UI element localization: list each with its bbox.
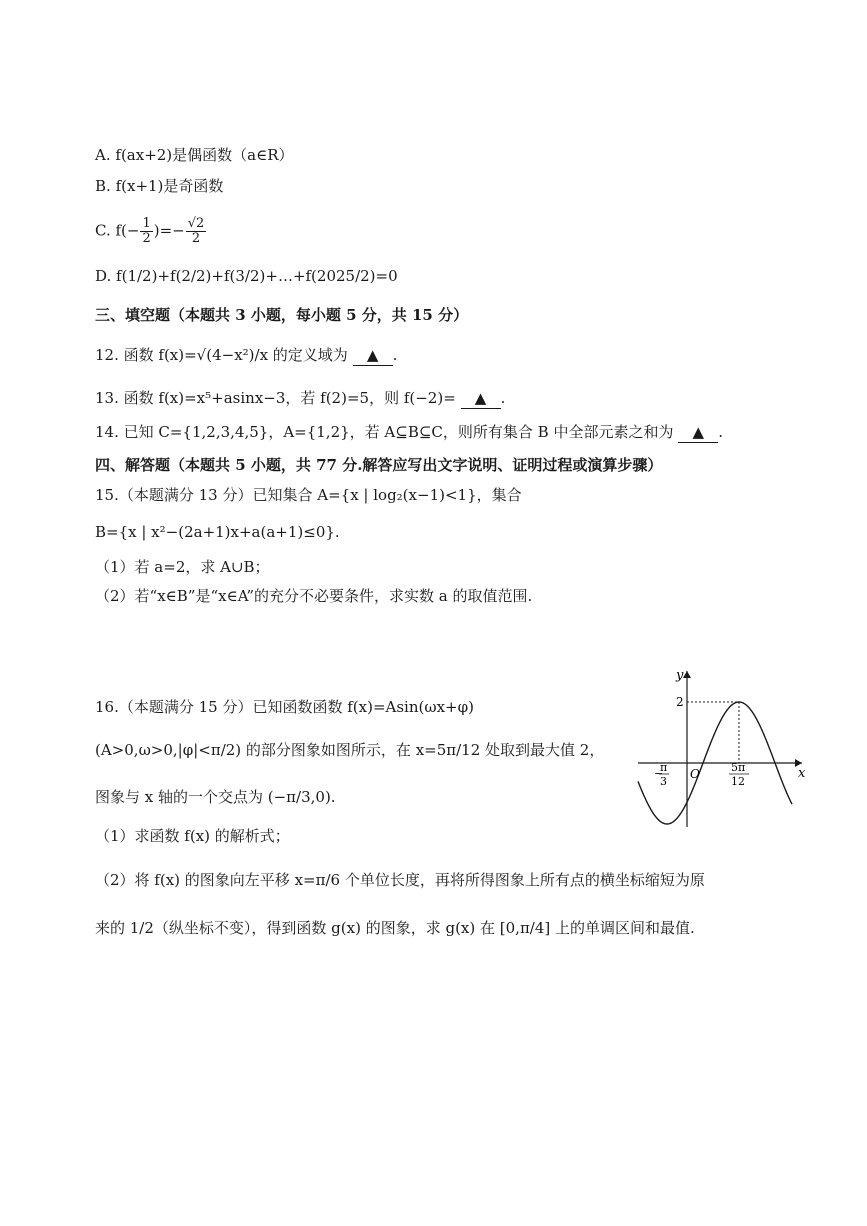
choice-c-pre: f(− bbox=[115, 221, 140, 240]
choice-d-label: D. bbox=[95, 267, 112, 285]
origin-label: O bbox=[690, 767, 700, 781]
question-16-line-1: 16.（本题满分 15 分）已知函数函数 f(x)=Asin(ωx+φ) bbox=[95, 698, 474, 716]
answer-blank: ▲ bbox=[353, 345, 393, 366]
sine-graph bbox=[630, 665, 810, 835]
right-tick-num: 5π bbox=[731, 761, 746, 774]
question-15-sub-1: （1）若 a=2，求 A∪B； bbox=[95, 558, 270, 576]
frac-num: √2 bbox=[187, 216, 205, 231]
period: . bbox=[718, 423, 724, 441]
question-15-line-2: B={x | x²−(2a+1)x+a(a+1)≤0}. bbox=[95, 523, 340, 541]
choice-a-label: A. bbox=[95, 146, 111, 164]
section-4-title: 四、解答题（本题共 5 小题，共 77 分.解答应写出文字说明、证明过程或演算步骤） bbox=[95, 456, 663, 474]
max-value-label: 2 bbox=[676, 695, 684, 709]
question-16-sub-1: （1）求函数 f(x) 的解析式； bbox=[95, 827, 290, 845]
y-axis-arrow-icon bbox=[683, 671, 691, 678]
question-13-text: 13. 函数 f(x)=x⁵+asinx−3，若 f(2)=5，则 f(−2)= bbox=[95, 389, 456, 407]
answer-blank: ▲ bbox=[461, 388, 501, 409]
choice-b bbox=[95, 176, 223, 196]
question-12 bbox=[95, 345, 397, 366]
answer-blank: ▲ bbox=[678, 422, 718, 443]
question-15-sub-2: （2）若“x∈B”是“x∈A”的充分不必要条件，求实数 a 的取值范围. bbox=[95, 587, 533, 605]
right-tick-den: 12 bbox=[731, 775, 745, 788]
choice-d-text: f(1/2)+f(2/2)+f(3/2)+…+f(2025/2)=0 bbox=[116, 267, 398, 285]
x-axis-label: x bbox=[798, 766, 806, 781]
period: . bbox=[500, 389, 506, 407]
choice-a-text: f(ax+2)是偶函数（a∈R） bbox=[115, 146, 294, 164]
question-16-line-2: (A>0,ω>0,|φ|<π/2) 的部分图象如图所示，在 x=5π/12 处取到最大值 2， bbox=[95, 741, 605, 759]
question-16-sub-2: （2）将 f(x) 的图象向左平移 x=π/6 个单位长度，再将所得图象上所有点的横坐标缩短为原 bbox=[95, 871, 705, 889]
period: . bbox=[392, 346, 398, 364]
choice-c-mid: )=− bbox=[153, 221, 185, 240]
question-13 bbox=[95, 388, 505, 409]
choice-d bbox=[95, 266, 398, 286]
question-12-text: 12. 函数 f(x)=√(4−x²)/x 的定义域为 bbox=[95, 346, 348, 364]
choice-c-frac1 bbox=[140, 217, 152, 246]
left-tick-den: 3 bbox=[660, 775, 667, 788]
question-16-line-3: 图象与 x 轴的一个交点为 (−π/3,0). bbox=[95, 788, 336, 806]
left-tick-num: π bbox=[660, 761, 668, 774]
choice-b-text: f(x+1)是奇函数 bbox=[115, 177, 224, 195]
choice-c-label: C. bbox=[95, 221, 111, 240]
choice-a bbox=[95, 145, 294, 165]
question-14 bbox=[95, 422, 723, 443]
question-16-sub-3: 来的 1/2（纵坐标不变），得到函数 g(x) 的图象，求 g(x) 在 [0,π/4] 上的单调区间和最值. bbox=[95, 919, 695, 937]
choice-b-label: B. bbox=[95, 177, 111, 195]
y-axis-label: y bbox=[676, 668, 684, 683]
frac-num: 1 bbox=[142, 216, 151, 231]
choice-c bbox=[95, 217, 207, 246]
question-15-line-1: 15.（本题满分 13 分）已知集合 A={x | log₂(x−1)<1}，集合 bbox=[95, 486, 522, 504]
question-14-text: 14. 已知 C={1,2,3,4,5}，A={1,2}，若 A⊆B⊆C，则所有集合 B 中全部元素之和为 bbox=[95, 423, 674, 441]
left-tick-sign: − bbox=[654, 767, 664, 780]
frac-den: 2 bbox=[142, 231, 151, 246]
section-3-title: 三、填空题（本题共 3 小题，每小题 5 分，共 15 分） bbox=[95, 306, 469, 324]
frac-den: 2 bbox=[191, 231, 201, 246]
choice-c-frac2 bbox=[186, 217, 207, 246]
